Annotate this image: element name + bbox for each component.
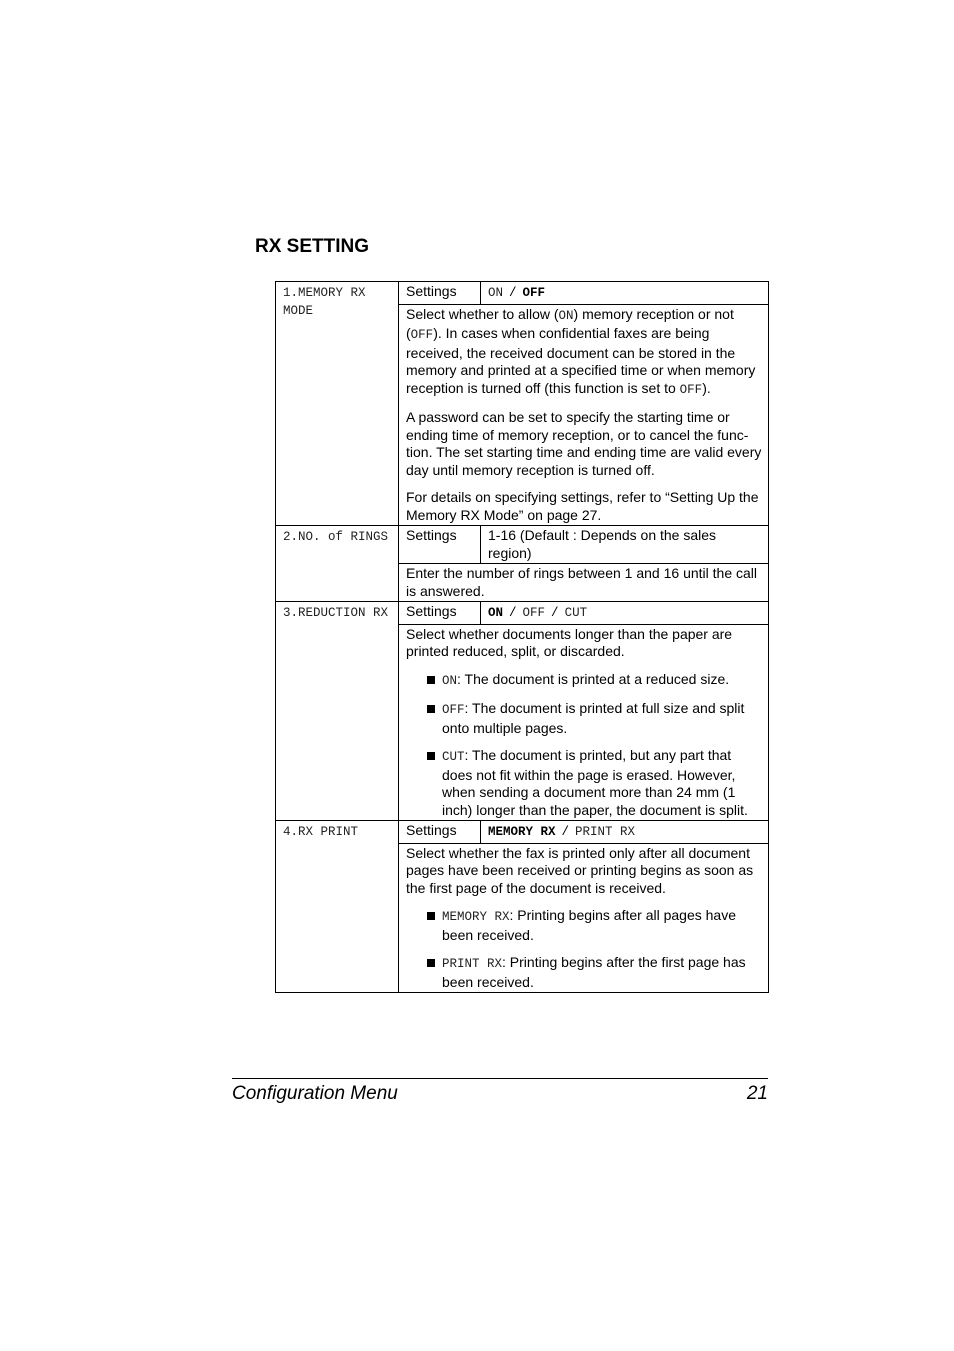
bullet-text: : The document is printed at a reduced size. bbox=[457, 670, 730, 687]
table-row bbox=[276, 282, 769, 305]
description-paragraph: For details on specifying settings, refer to “Setting Up the Memory RX Mode” on page 27. bbox=[406, 489, 759, 523]
description-paragraph: A password can be set to specify the starting time or ending time of memory reception, or to cancel the func-tion. The set starting time and ending time are valid every day until memory reception is turned off. bbox=[406, 409, 762, 478]
option-value: OFF bbox=[522, 606, 546, 620]
option-separator: / bbox=[561, 825, 570, 839]
footer-title: Configuration Menu bbox=[232, 1083, 398, 1104]
bullet-item bbox=[406, 671, 763, 691]
description-text: Select whether to allow ( bbox=[406, 305, 559, 322]
option-separator: / bbox=[509, 286, 517, 300]
settings-value: 1-16 (Default : Depends on the sales region) bbox=[481, 526, 769, 564]
settings-label: Settings bbox=[399, 282, 481, 305]
option-value: PRINT RX bbox=[575, 825, 636, 839]
description-cell: Enter the number of rings between 1 and 16 until the call is answered. bbox=[399, 564, 769, 602]
settings-label: Settings bbox=[399, 821, 481, 844]
menu-item-name: 2.NO. of RINGS bbox=[276, 526, 399, 602]
bullet-item bbox=[406, 747, 763, 819]
section-heading: RX SETTING bbox=[255, 236, 370, 257]
option-value: ON bbox=[488, 286, 504, 300]
menu-item-name: 3.REDUCTION RX bbox=[276, 602, 399, 821]
square-bullet-icon bbox=[427, 959, 435, 967]
table-row bbox=[276, 821, 769, 844]
description-cell bbox=[399, 304, 769, 526]
inline-code: ON bbox=[442, 673, 458, 688]
inline-code: MEMORY RX bbox=[442, 910, 510, 924]
inline-code: OFF bbox=[442, 703, 465, 717]
bullet-item bbox=[406, 954, 763, 991]
square-bullet-icon bbox=[427, 752, 435, 760]
bullet-item bbox=[406, 700, 763, 737]
inline-code: CUT bbox=[442, 750, 465, 764]
option-separator: / bbox=[509, 606, 517, 620]
rx-setting-table bbox=[275, 281, 769, 993]
description-paragraph: Select whether the fax is printed only after all document pages have been received or printing begins as soon as the first page of the document is received. bbox=[406, 844, 754, 896]
table-row bbox=[276, 602, 769, 625]
description-paragraph: Select whether documents longer than the paper are printed reduced, split, or discarded. bbox=[406, 625, 733, 659]
table-row bbox=[276, 526, 769, 564]
description-text: ). In cases when confidential faxes are being received, the received document can be stored in the memory and printed at a specified time or when memory reception is turned off (this function is set to bbox=[406, 325, 756, 396]
option-value: CUT bbox=[564, 606, 588, 620]
bullet-text: : Printing begins after the first page has been received. bbox=[442, 954, 746, 990]
inline-code: PRINT RX bbox=[442, 957, 503, 971]
settings-label: Settings bbox=[399, 602, 481, 625]
option-value-default: OFF bbox=[522, 286, 546, 300]
description-text: ). bbox=[702, 379, 711, 396]
option-separator: / bbox=[551, 606, 559, 620]
description-paragraph bbox=[406, 306, 763, 400]
inline-code: ON bbox=[558, 308, 574, 323]
settings-options bbox=[481, 282, 769, 305]
inline-code: OFF bbox=[679, 382, 703, 397]
option-value-default: MEMORY RX bbox=[488, 825, 556, 839]
footer-divider bbox=[232, 1078, 768, 1079]
description-cell bbox=[399, 624, 769, 821]
option-value-default: ON bbox=[488, 606, 504, 620]
square-bullet-icon bbox=[427, 912, 435, 920]
square-bullet-icon bbox=[427, 676, 435, 684]
menu-item-name: 4.RX PRINT bbox=[276, 821, 399, 993]
description-cell bbox=[399, 843, 769, 993]
inline-code: OFF bbox=[410, 328, 434, 342]
bullet-text: : The document is printed, but any part that does not fit within the page is erased. However, when sending a document more than 24 mm (1 inch) longer than the paper, the document is split. bbox=[442, 747, 748, 818]
menu-item-name: 1.MEMORY RX MODE bbox=[276, 282, 399, 526]
page-number: 21 bbox=[746, 1083, 768, 1104]
description-text: ) memory reception or not ( bbox=[406, 305, 734, 341]
bullet-text: : The document is printed at full size and split onto multiple pages. bbox=[442, 700, 745, 736]
settings-label: Settings bbox=[399, 526, 481, 564]
settings-options bbox=[481, 602, 769, 625]
settings-options bbox=[481, 821, 769, 844]
bullet-item bbox=[406, 907, 763, 944]
bullet-text: : Printing begins after all pages have been received. bbox=[442, 907, 736, 943]
square-bullet-icon bbox=[427, 705, 435, 713]
